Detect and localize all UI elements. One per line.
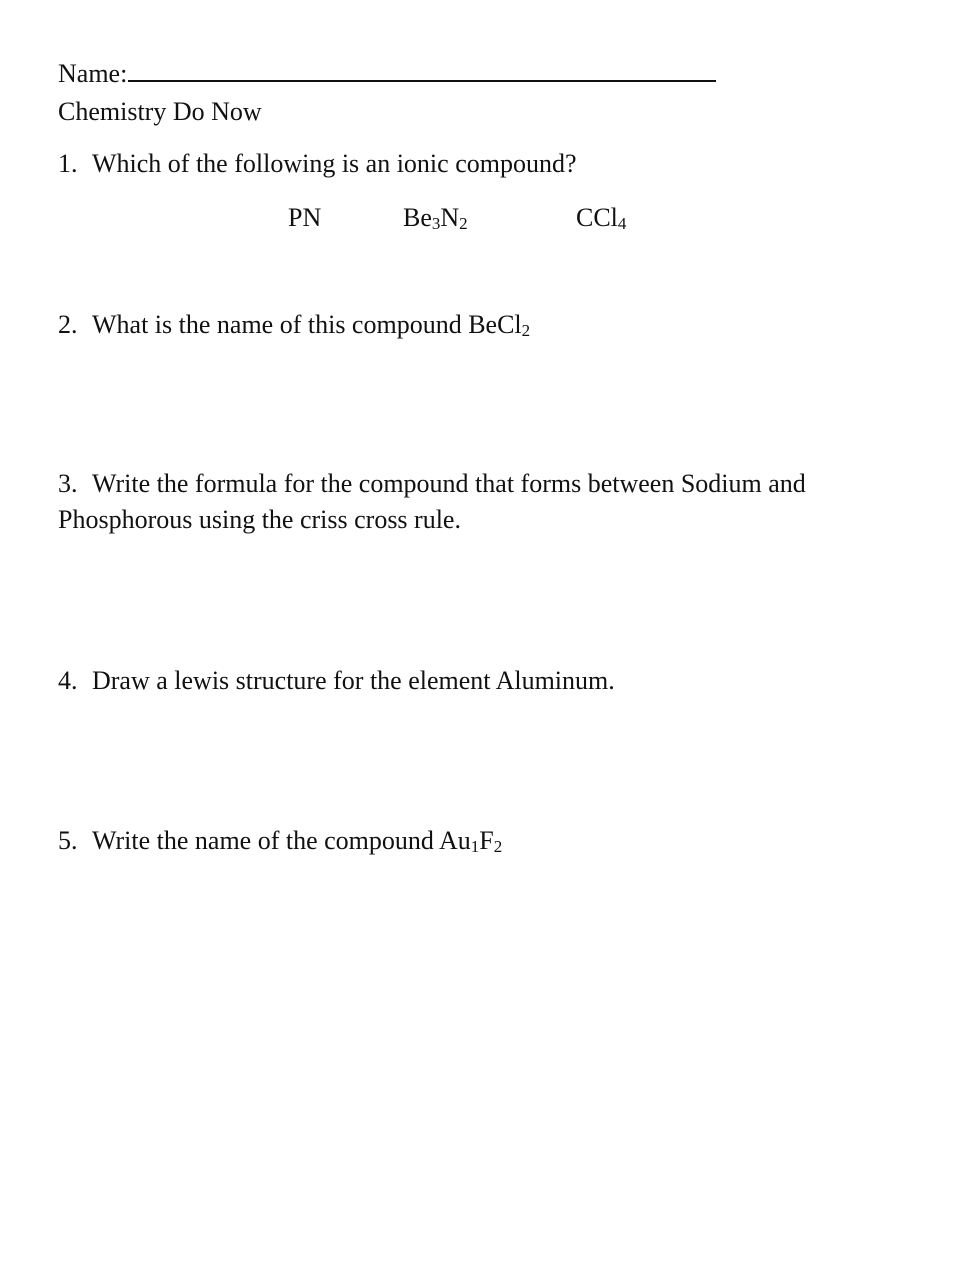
question-text: Write the formula for the compound that forms between Sodium and Phosphorous using the criss cross rule.	[58, 469, 806, 535]
question-number: 2.	[58, 310, 78, 339]
question-number: 1.	[58, 149, 78, 178]
formula-subscript: 1	[470, 837, 480, 856]
choice-pn: PN	[288, 203, 322, 232]
name-field-row	[58, 56, 716, 92]
choice-be3n2: Be3N2	[403, 203, 468, 233]
formula-subscript: 2	[493, 837, 503, 856]
question-text: What is the name of this compound BeCl	[92, 310, 522, 339]
question-1	[58, 146, 577, 182]
worksheet-title: Chemistry Do Now	[58, 97, 262, 126]
question-text: Write the name of the compound Au	[92, 826, 471, 855]
name-label: Name:	[58, 59, 128, 88]
question-3	[58, 466, 918, 539]
question-4	[58, 663, 615, 699]
choice-ccl4: CCl4	[576, 203, 627, 233]
question-5	[58, 823, 502, 859]
question-number: 5.	[58, 826, 78, 855]
formula-element: F	[479, 826, 494, 855]
question-number: 3.	[58, 469, 78, 498]
question-text: Draw a lewis structure for the element Aluminum.	[92, 666, 615, 695]
question-text: Which of the following is an ionic compound?	[92, 149, 577, 178]
question-2	[58, 307, 530, 343]
answer-choices	[0, 200, 979, 240]
name-blank-line	[128, 58, 716, 82]
question-number: 4.	[58, 666, 78, 695]
formula-subscript: 2	[521, 321, 531, 340]
